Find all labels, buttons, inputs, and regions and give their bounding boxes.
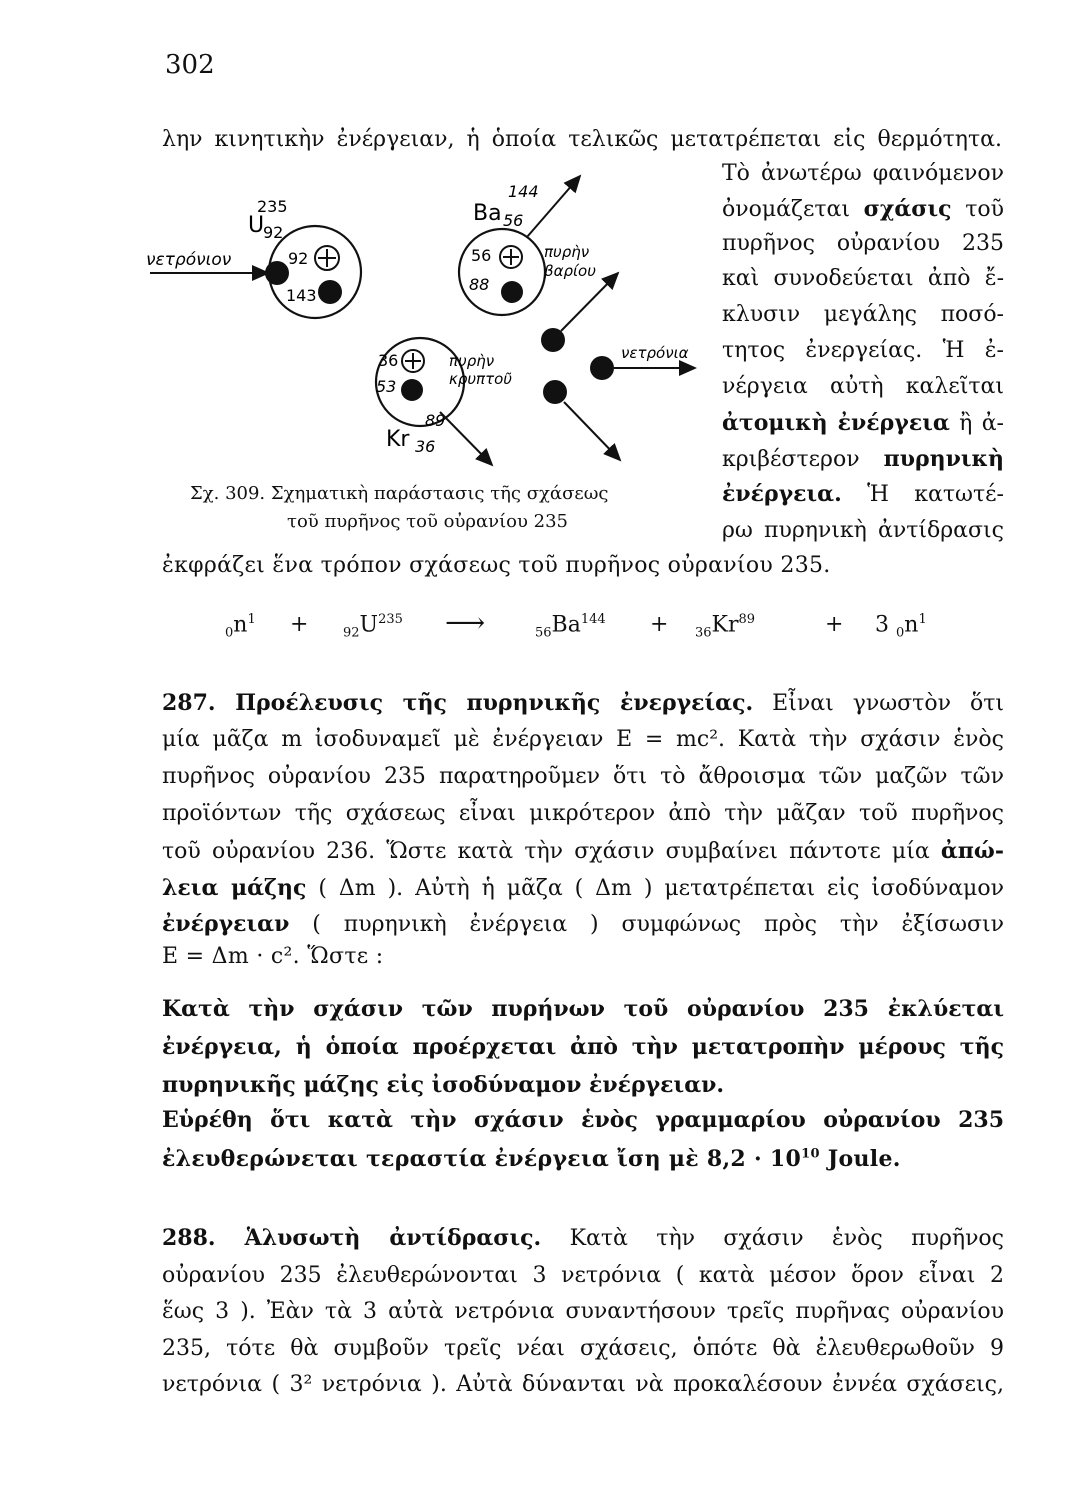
body-line: τοῦ οὐρανίου 236. Ὥστε κατὰ τὴν σχάσιν συμβαίνει πάντοτε μία ἀπώ-: [162, 838, 1004, 864]
section-287-heading: 287. Προέλευσις τῆς πυρηνικῆς ἐνεργείας.: [162, 690, 754, 716]
side-text-line: Τὸ ἀνωτέρω φαινόμενον: [722, 161, 1004, 186]
kr-symbol-label: Kr: [386, 427, 410, 452]
ba-neutrons-label: 88: [469, 275, 490, 294]
ba-z-label: 56: [503, 211, 524, 230]
neutron-dot-icon: [401, 379, 423, 401]
ba-protons-label: 56: [471, 246, 492, 265]
side-text-line: ἐνέργεια. Ἡ κατωτέ-: [722, 481, 1004, 507]
body-line: μία μᾶζα m ἰσοδυναμεῖ μὲ ἐνέργειαν E = mc². Κατὰ τὴν σχάσιν ἑνὸς: [162, 727, 1004, 752]
u-symbol-label: U: [248, 213, 265, 238]
side-text-line: ἀτομικὴ ἐνέργεια ἢ ἀ-: [722, 410, 1004, 436]
side-text-line: κριβέστερον πυρηνικὴ: [722, 446, 1004, 472]
body-line: ἐνέργειαν ( πυρηνικὴ ἐνέργεια ) συμφώνως πρὸς τὴν ἐξίσωσιν: [162, 911, 1004, 937]
body-line: πυρῆνος οὐρανίου 235 παρατηροῦμεν ὅτι τὸ ἄθροισμα τῶν μαζῶν τῶν: [162, 764, 1004, 789]
bold-statement-2b: ἐλευθερώνεται τεραστία ἐνέργεια ἴση μὲ $8,2 \cdot 10^{10}$ Joule.: [162, 1146, 901, 1172]
outgoing-neutron: [543, 380, 567, 404]
kr-z-label: 36: [415, 437, 436, 456]
body-line: προϊόντων τῆς σχάσεως εἶναι μικρότερον ἀπὸ τὴν μᾶζαν τοῦ πυρῆνος: [162, 801, 1004, 826]
side-text-line: τητος ἐνεργείας. Ἡ ἐ-: [722, 338, 1004, 363]
ba-nucleus-label: πυρὴν: [544, 243, 590, 261]
section-287-first-line: 287. Προέλευσις τῆς πυρηνικῆς ἐνεργείας. Εἶναι γνωστὸν ὅτι: [162, 690, 1004, 716]
u-z-label: 92: [263, 223, 284, 242]
kr-protons-label: 36: [378, 351, 399, 370]
kr-direction-arrow: [440, 412, 492, 465]
body-line: οὐρανίου 235 ἐλευθερώνονται 3 νετρόνια ( κατὰ μέσον ὅρον εἶναι 2: [162, 1263, 1004, 1288]
outgoing-neutron: [590, 356, 614, 380]
section-288-first-line: 288. Ἁλυσωτὴ ἀντίδρασις. Κατὰ τὴν σχάσιν ἑνὸς πυρῆνος: [162, 1225, 1005, 1251]
side-text-line: καὶ συνοδεύεται ἀπὸ ἔ-: [722, 266, 1004, 291]
u-protons-label: 92: [288, 249, 309, 268]
ba-mass-label: 144: [508, 182, 539, 201]
after-figure-line: ἐκφράζει ἕνα τρόπον σχάσεως τοῦ πυρῆνος οὐρανίου 235.: [162, 553, 831, 578]
side-text-line: κλυσιν μεγάλης ποσό-: [722, 302, 1004, 327]
bold-statement-2: Εὑρέθη ὅτι κατὰ τὴν σχάσιν ἑνὸς γραμμαρίου οὐρανίου 235: [162, 1107, 1004, 1133]
side-text-line: ρω πυρηνικὴ ἀντίδρασις: [722, 518, 1004, 543]
bold-statement: Κατὰ τὴν σχάσιν τῶν πυρήνων τοῦ οὐρανίου 235 ἐκλύεται ἐνέργεια, ἡ ὁποία προέρχεται ἀπὸ τὴν μετατροπὴν μέρους τῆς πυρηνικῆς μάζης εἰς ἰσοδύναμον ἐνέργειαν.: [162, 996, 1004, 1098]
page-number: 302: [165, 50, 215, 80]
side-text-line: πυρῆνος οὐρανίου 235: [722, 231, 1004, 256]
ba-symbol-label: Ba: [473, 201, 502, 226]
u-neutrons-label: 143: [286, 286, 317, 305]
kr-neutrons-label: 53: [376, 377, 397, 396]
neutron-dot-icon: [318, 280, 342, 304]
u-mass-label: 235: [257, 197, 288, 216]
fission-diagram: [140, 160, 710, 530]
top-line: λην κινητικὴν ἐνέργειαν, ἡ ὁποία τελικῶς μετατρέπεται εἰς θερμότητα.: [162, 127, 1002, 152]
body-line: 235, τότε θὰ συμβοῦν τρεῖς νέαι σχάσεις, ὁπότε θὰ ἐλευθερωθοῦν 9: [162, 1336, 1004, 1361]
figure-caption: Σχ. 309. Σχηματικὴ παράστασις τῆς σχάσεως: [190, 483, 609, 504]
neutron-dot-icon: [501, 281, 523, 303]
ba-nucleus-label-2: βαρίου: [544, 262, 596, 280]
body-line: νετρόνια ( 3² νετρόνια ). Αὐτὰ δύνανται νὰ προκαλέσουν ἐννέα σχάσεις,: [162, 1372, 1004, 1397]
side-text-line: ὀνομάζεται σχάσις τοῦ: [722, 196, 1004, 222]
section-288-heading: 288. Ἁλυσωτὴ ἀντίδρασις.: [162, 1225, 542, 1251]
body-line: E = Δm · c². Ὥστε :: [162, 944, 384, 969]
side-text-line: νέργεια αὐτὴ καλεῖται: [722, 374, 1004, 399]
body-line: λεια μάζης ( Δm ). Αὐτὴ ἡ μᾶζα ( Δm ) μετατρέπεται εἰς ἰσοδύναμον: [162, 875, 1004, 901]
kr-nucleus-label: πυρὴν: [449, 352, 495, 370]
outgoing-neutron: [541, 328, 565, 352]
barium-nucleus: [459, 229, 545, 315]
neutron-in-label: νετρόνιον: [146, 250, 232, 270]
kr-nucleus-label-2: κρυπτοῦ: [449, 370, 512, 388]
kr-mass-label: 89: [425, 411, 446, 430]
body-line: ἕως 3 ). Ἐὰν τὰ 3 αὐτὰ νετρόνια συναντήσουν τρεῖς πυρῆνας οὐρανίου: [162, 1299, 1004, 1324]
figure-caption-2: τοῦ πυρῆνος τοῦ οὐρανίου 235: [287, 511, 569, 532]
neutrons-out-label: νετρόνια: [621, 344, 689, 362]
